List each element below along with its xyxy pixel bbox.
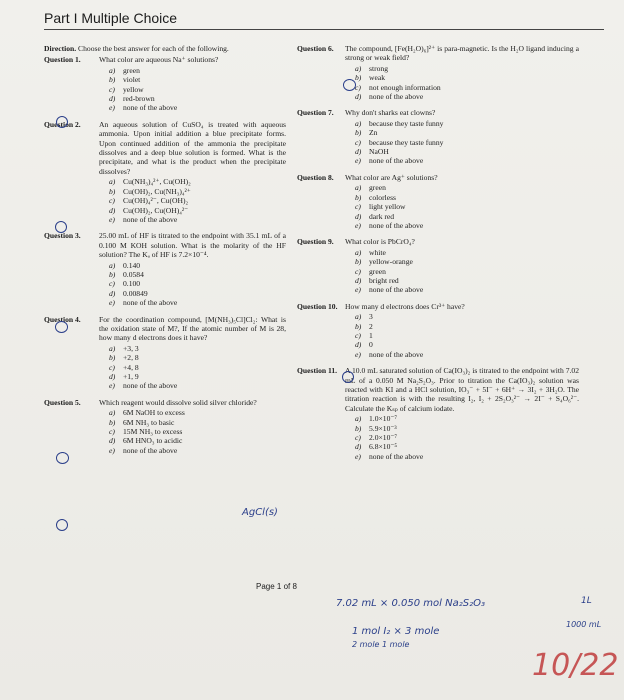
answer-option[interactable]	[355, 119, 579, 128]
answer-option[interactable]	[109, 363, 286, 372]
answer-option[interactable]	[109, 85, 286, 94]
answer-option[interactable]	[355, 414, 579, 423]
answer-option[interactable]	[355, 221, 579, 230]
question-number: Question 4.	[44, 314, 81, 324]
option-text: yellow	[123, 84, 144, 94]
option-letter: d)	[355, 147, 362, 157]
option-text: none of the above	[369, 92, 424, 102]
option-text: strong	[369, 63, 388, 73]
option-letter: c)	[109, 279, 115, 289]
answer-option[interactable]	[109, 418, 286, 427]
option-text: none of the above	[123, 103, 178, 113]
answer-options	[99, 344, 286, 391]
handwritten-work-line1: 7.02 mL × 0.050 mol Na₂S₂O₃	[336, 598, 485, 609]
answer-option[interactable]	[109, 427, 286, 436]
option-letter: d)	[355, 275, 362, 285]
question-body	[345, 173, 579, 230]
question-4	[44, 315, 286, 391]
option-text: green	[369, 183, 386, 193]
question-number: Question 11.	[297, 366, 338, 376]
option-text: none of the above	[369, 285, 424, 295]
question-11	[297, 366, 579, 461]
option-letter: a)	[109, 343, 116, 353]
question-1	[44, 55, 286, 112]
answer-circle-q3	[55, 321, 68, 333]
option-letter: d)	[355, 340, 362, 350]
answer-circle-q6	[343, 79, 356, 91]
answer-option[interactable]	[355, 267, 579, 276]
question-5	[44, 398, 286, 455]
answer-option[interactable]	[355, 322, 579, 331]
answer-option[interactable]	[355, 433, 579, 442]
question-10	[297, 302, 579, 359]
question-text: What color is PbCrO₄?	[345, 237, 415, 247]
answer-option[interactable]	[355, 83, 579, 92]
question-text: The compound, [Fe(H₂O)₆]²⁺ is para-magnetic. Is the H₂O ligand inducing a strong or weak field?	[345, 44, 579, 63]
option-text: red-brown	[123, 94, 155, 104]
answer-option[interactable]	[355, 138, 579, 147]
answer-option[interactable]	[355, 331, 579, 340]
option-text: Cu(OH)₂, Cu(OH)₄²⁻	[123, 205, 189, 215]
option-text: +3, 3	[123, 343, 139, 353]
answer-option[interactable]	[109, 372, 286, 381]
option-letter: c)	[355, 330, 361, 340]
answer-option[interactable]	[109, 381, 286, 390]
answer-option[interactable]	[109, 298, 286, 307]
answer-option[interactable]	[109, 436, 286, 445]
handwritten-work-denominator: 1000 mL	[566, 620, 602, 629]
answer-option[interactable]	[355, 340, 579, 349]
option-letter: c)	[109, 427, 115, 437]
answer-circle-q4	[56, 452, 69, 464]
option-text: Cu(OH)₂, Cu(NH₃)₄²⁺	[123, 186, 191, 196]
answer-option[interactable]	[109, 187, 286, 196]
option-text: none of the above	[123, 445, 178, 455]
answer-option[interactable]	[109, 344, 286, 353]
directions	[44, 44, 286, 53]
answer-option[interactable]	[109, 446, 286, 455]
option-letter: d)	[109, 205, 116, 215]
option-text: 1	[369, 330, 373, 340]
question-number: Question 6.	[297, 44, 334, 53]
option-text: bright red	[369, 275, 399, 285]
option-letter: a)	[355, 312, 362, 322]
option-text: green	[369, 266, 386, 276]
option-text: 0.0584	[123, 269, 144, 279]
option-text: 0.140	[123, 260, 141, 270]
question-text: A 10.0 mL saturated solution of Ca(IO₃)₂ is titrated to the endpoint with 7.02 mL of a 0.050 M Na₂S₂O₃. Prior to titration the Ca(IO₃)₂ solution was reacted with KI and a HCl solution, IO₃⁻ + 5I⁻ + 6H⁺ → 3I₂ + 3H₂O. The titration reaction is with the resulting I₂, I₂ + 2S₂O₃²⁻ → 2I⁻ + S₄O₆²⁻. Calculate the Kₛₚ of calcium iodate.	[345, 366, 579, 413]
question-9	[297, 237, 579, 294]
option-letter: c)	[109, 362, 115, 372]
option-letter: a)	[109, 260, 116, 270]
option-text: colorless	[369, 192, 396, 202]
question-7	[297, 108, 579, 165]
question-body	[345, 44, 579, 101]
option-text: 3	[369, 312, 373, 322]
option-text: none of the above	[123, 381, 178, 391]
answer-option[interactable]	[355, 248, 579, 257]
option-text: because they taste funny	[369, 137, 444, 147]
option-letter: a)	[355, 414, 362, 424]
option-text: dark red	[369, 211, 395, 221]
answer-circle-q1	[56, 116, 68, 128]
answer-circle-q5	[56, 519, 68, 531]
answer-option[interactable]	[355, 156, 579, 165]
option-text: 6M NH₃ to basic	[123, 417, 175, 427]
answer-option[interactable]	[355, 285, 579, 294]
question-body	[345, 108, 579, 165]
answer-option[interactable]	[109, 103, 286, 112]
question-body	[99, 55, 286, 112]
option-text: 6M NaOH to excess	[123, 408, 185, 418]
option-letter: c)	[109, 84, 115, 94]
option-letter: b)	[355, 192, 362, 202]
answer-option[interactable]	[109, 279, 286, 288]
page-footer: Page 1 of 8	[256, 582, 297, 591]
question-number: Question 7.	[297, 108, 334, 118]
option-text: 0.00849	[123, 288, 148, 298]
option-letter: a)	[355, 118, 362, 128]
option-text: NaOH	[369, 147, 389, 157]
answer-option[interactable]	[355, 350, 579, 359]
answer-option[interactable]	[355, 92, 579, 101]
option-text: violet	[123, 75, 141, 85]
directions-text: Choose the best answer for each of the following.	[78, 44, 229, 53]
question-number: Question 10.	[297, 301, 338, 311]
option-letter: c)	[355, 202, 361, 212]
right-column	[297, 44, 579, 468]
option-letter: d)	[109, 372, 116, 381]
answer-option[interactable]	[109, 289, 286, 298]
answer-option[interactable]	[355, 276, 579, 285]
question-3	[44, 231, 286, 307]
option-text: Cu(NH₃)₄²⁺, Cu(OH)₂	[123, 177, 191, 187]
answer-option[interactable]	[109, 206, 286, 215]
option-letter: c)	[355, 266, 361, 276]
option-text: 15M NH₃ to excess	[123, 427, 183, 437]
option-text: not enough information	[369, 82, 441, 92]
handwritten-work-line2: 1 mol I₂ × 3 mole	[352, 626, 440, 637]
option-text: 2	[369, 321, 373, 331]
question-number: Question 2.	[44, 119, 81, 129]
option-letter: e)	[109, 214, 115, 224]
option-letter: e)	[109, 298, 115, 308]
answer-option[interactable]	[355, 147, 579, 156]
answer-option[interactable]	[109, 353, 286, 362]
option-letter: e)	[109, 381, 115, 391]
option-letter: b)	[109, 186, 116, 196]
answer-circle-q2	[55, 221, 67, 233]
option-text: +1, 9	[123, 372, 139, 381]
option-letter: e)	[355, 220, 361, 230]
answer-options	[345, 248, 579, 295]
option-text: Zn	[369, 128, 378, 138]
option-letter: e)	[355, 285, 361, 295]
answer-options	[99, 66, 286, 113]
option-text: +4, 8	[123, 362, 139, 372]
answer-option[interactable]	[355, 452, 579, 461]
option-letter: b)	[355, 423, 362, 433]
option-text: yellow-orange	[369, 257, 413, 267]
option-text: 2.0×10⁻⁷	[369, 433, 398, 443]
question-number: Question 1.	[44, 55, 81, 65]
answer-option[interactable]	[109, 75, 286, 84]
option-letter: c)	[109, 196, 115, 206]
question-text: What color are aqueous Na⁺ solutions?	[99, 55, 219, 65]
answer-options	[345, 64, 579, 102]
question-body	[345, 237, 579, 294]
option-text: 0	[369, 340, 373, 350]
option-letter: b)	[355, 128, 362, 138]
question-body	[99, 231, 286, 307]
option-letter: b)	[355, 321, 362, 331]
option-letter: c)	[355, 82, 361, 92]
answer-option[interactable]	[355, 257, 579, 266]
question-number: Question 3.	[44, 231, 81, 241]
directions-label: Direction.	[44, 44, 77, 53]
option-letter: c)	[355, 433, 361, 443]
option-letter: d)	[355, 442, 362, 452]
option-text: none of the above	[369, 349, 424, 359]
question-body	[345, 302, 579, 359]
answer-option[interactable]	[355, 424, 579, 433]
answer-circle-q10	[342, 371, 354, 383]
option-letter: b)	[355, 257, 362, 267]
question-number: Question 9.	[297, 237, 334, 247]
option-letter: e)	[109, 445, 115, 455]
answer-options	[99, 177, 286, 224]
answer-option[interactable]	[355, 312, 579, 321]
option-text: 6M HNO₃ to acidic	[123, 436, 183, 446]
question-8	[297, 173, 579, 230]
option-letter: a)	[109, 408, 116, 418]
left-column	[44, 44, 286, 462]
option-letter: d)	[109, 288, 116, 298]
answer-option[interactable]	[355, 64, 579, 73]
handwritten-work-line2b: 2 mole 1 mole	[352, 640, 410, 649]
option-letter: e)	[109, 103, 115, 113]
option-letter: b)	[109, 269, 116, 279]
answer-option[interactable]	[109, 261, 286, 270]
option-letter: d)	[355, 211, 362, 221]
option-letter: d)	[109, 94, 116, 104]
option-text: green	[123, 65, 140, 75]
handwritten-work-unit: 1L	[581, 596, 592, 606]
left-question-list	[44, 55, 286, 455]
option-text: none of the above	[123, 298, 178, 308]
option-letter: d)	[109, 436, 116, 446]
question-number: Question 8.	[297, 172, 334, 182]
option-letter: b)	[109, 353, 116, 363]
option-text: 5.9×10⁻³	[369, 423, 397, 433]
question-text: How many d electrons does Cr³⁺ have?	[345, 301, 465, 311]
answer-options	[345, 312, 579, 359]
option-text: none of the above	[369, 451, 424, 461]
option-letter: c)	[355, 137, 361, 147]
answer-option[interactable]	[109, 196, 286, 205]
right-question-list	[297, 44, 579, 461]
answer-option[interactable]	[355, 128, 579, 137]
question-body	[345, 366, 579, 461]
answer-option[interactable]	[109, 177, 286, 186]
answer-options	[99, 261, 286, 308]
option-text: 6.8×10⁻⁵	[369, 442, 398, 452]
option-letter: b)	[109, 417, 116, 427]
question-text: 25.00 mL of HF is titrated to the endpoint with 35.1 mL of a 0.100 M KOH solution. What is the molarity of the HF solution? The Kₐ of HF is 7.2×10⁻⁴.	[99, 231, 286, 260]
handwritten-note-agcl: AgCl(s)	[242, 507, 278, 518]
question-body	[99, 398, 286, 455]
answer-options	[345, 119, 579, 166]
question-text: For the coordination compound, [M(NH₃)₅Cl]Cl₂: What is the oxidation state of M?, If the atomic number of M is 28, how many d electrons does it have?	[99, 314, 286, 343]
answer-options	[345, 183, 579, 230]
option-text: 0.100	[123, 279, 141, 289]
question-body	[99, 120, 286, 224]
option-letter: a)	[109, 177, 116, 187]
option-text: 1.0×10⁻⁷	[369, 414, 398, 424]
option-text: none of the above	[123, 214, 178, 224]
option-text: +2, 8	[123, 353, 139, 363]
answer-option[interactable]	[355, 193, 579, 202]
answer-option[interactable]	[109, 94, 286, 103]
question-body	[99, 315, 286, 391]
option-letter: e)	[355, 156, 361, 166]
answer-option[interactable]	[109, 408, 286, 417]
question-text: Why don't sharks eat clowns?	[345, 108, 436, 118]
answer-option[interactable]	[355, 73, 579, 82]
answer-option[interactable]	[355, 183, 579, 192]
option-letter: d)	[355, 92, 362, 102]
option-letter: a)	[355, 247, 362, 257]
option-text: Cu(OH)₄²⁻, Cu(OH)₂	[123, 196, 189, 206]
question-number: Question 5.	[44, 397, 81, 407]
answer-option[interactable]	[355, 202, 579, 211]
option-text: light yellow	[369, 202, 406, 212]
answer-option[interactable]	[109, 215, 286, 224]
question-text: Which reagent would dissolve solid silver chloride?	[99, 397, 257, 407]
option-letter: a)	[109, 65, 116, 75]
page-title: Part I Multiple Choice	[44, 10, 604, 30]
answer-options	[345, 414, 579, 461]
option-letter: e)	[355, 451, 361, 461]
answer-options	[99, 408, 286, 455]
option-text: white	[369, 247, 386, 257]
question-2	[44, 120, 286, 224]
option-letter: a)	[355, 63, 362, 73]
option-text: none of the above	[369, 220, 424, 230]
option-text: none of the above	[369, 156, 424, 166]
answer-option[interactable]	[109, 66, 286, 75]
question-6	[297, 44, 579, 101]
answer-option[interactable]	[109, 270, 286, 279]
handwritten-score: 10/22	[532, 648, 619, 683]
option-text: weak	[369, 73, 386, 83]
option-text: because they taste funny	[369, 118, 444, 128]
option-letter: a)	[355, 183, 362, 193]
answer-option[interactable]	[355, 442, 579, 451]
answer-option[interactable]	[355, 212, 579, 221]
question-text: What color are Ag⁺ solutions?	[345, 172, 438, 182]
option-letter: b)	[109, 75, 116, 85]
option-letter: e)	[355, 349, 361, 359]
question-text: An aqueous solution of CuSO₄ is treated with aqueous ammonia. Upon initial addition a blue precipitate forms. Upon continued addition of the ammonia the precipitate dissolves and a deep blue solution is formed. What is the precipitate, and what is the product when the precipitate dissolves?	[99, 119, 286, 176]
option-letter: b)	[355, 73, 362, 83]
